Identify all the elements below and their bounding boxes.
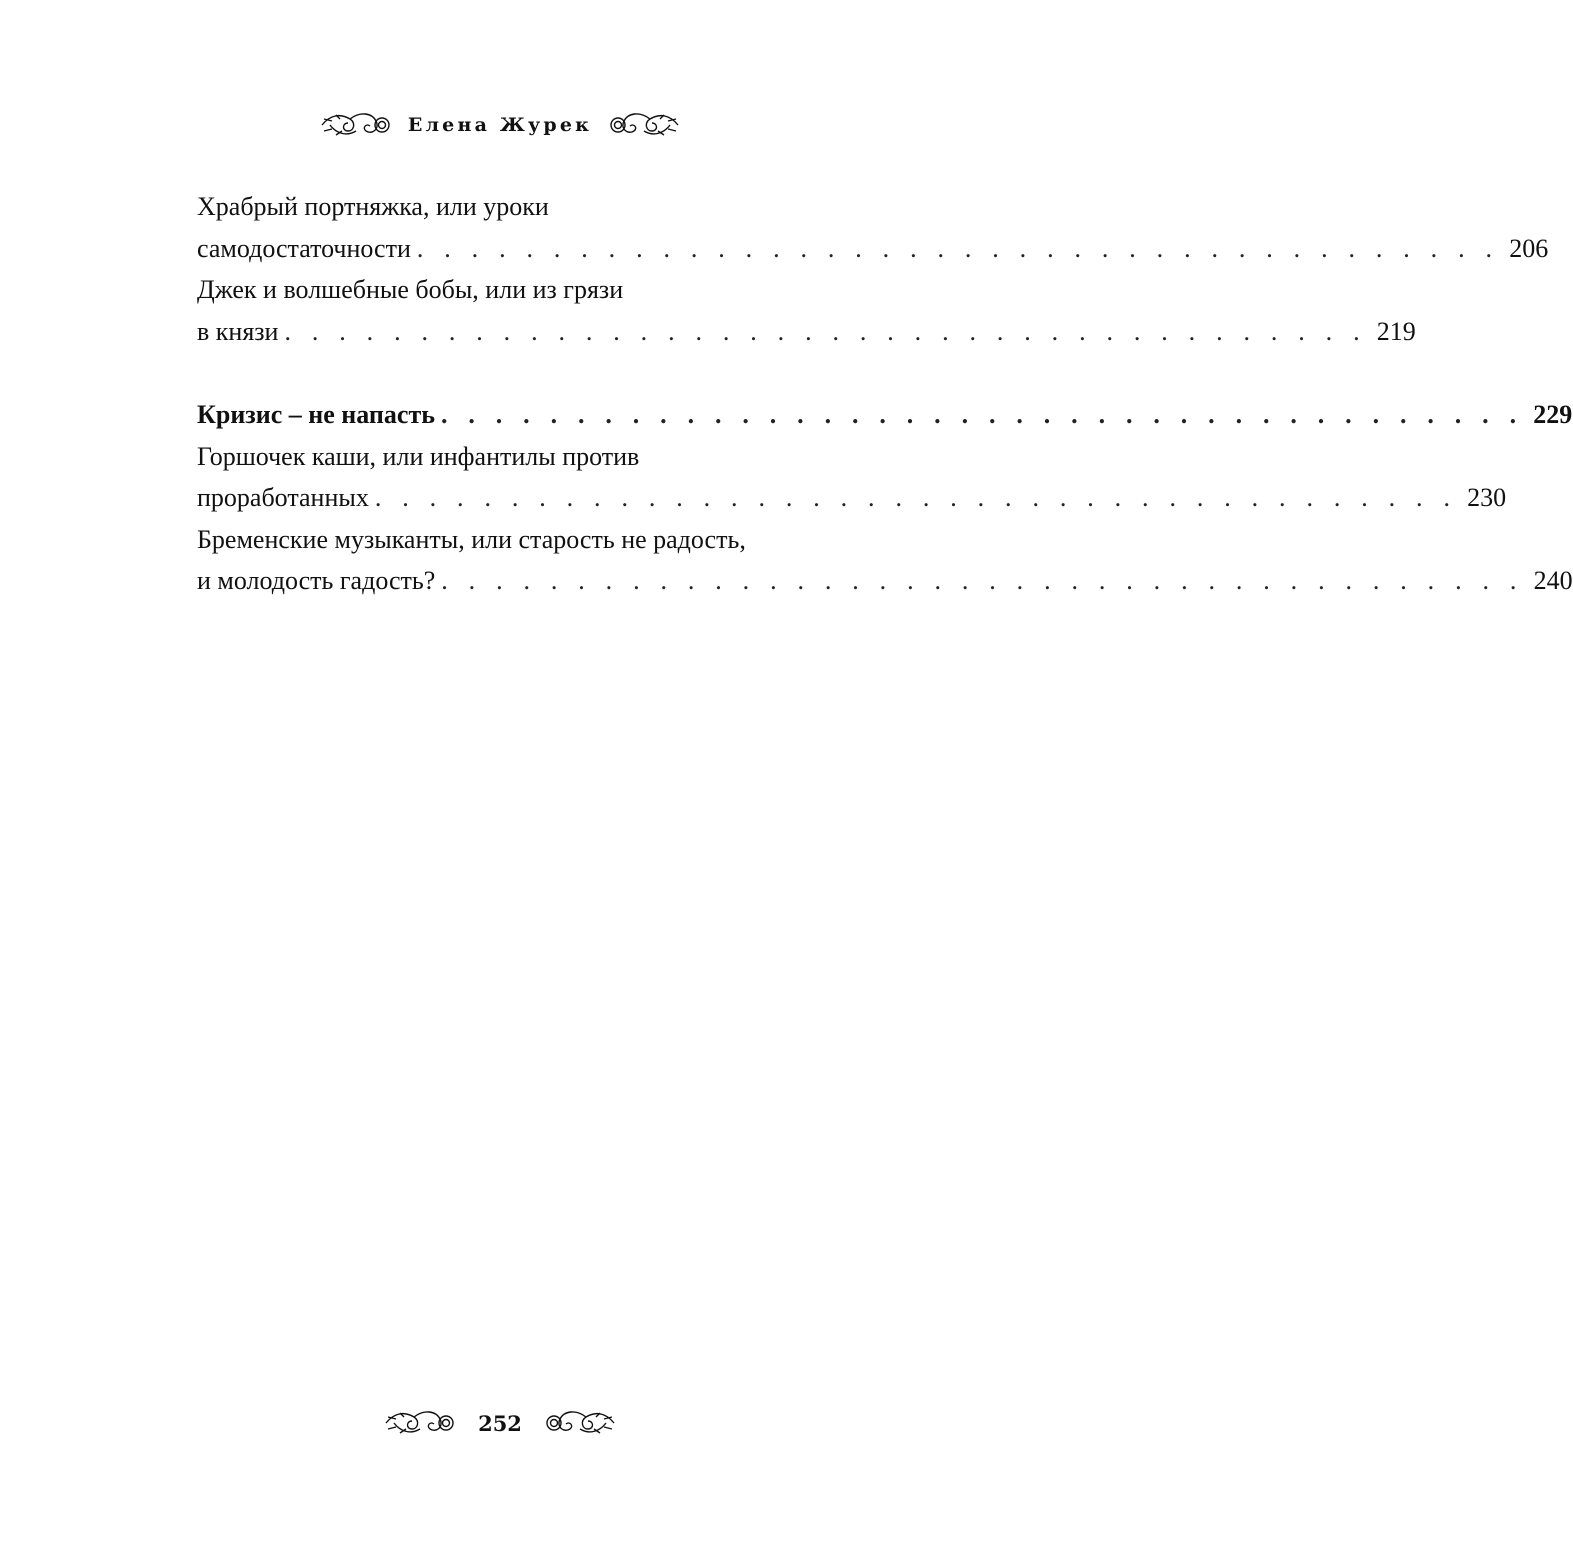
toc-entry-line: Джек и волшебные бобы, или из грязи [197, 275, 624, 304]
toc-entry-title: Кризис – не напасть [197, 400, 435, 429]
dot-leader: . . . . . . . . . . . . . . . . . . . . . . . . . . . . . . . . . . . . . . . . [441, 566, 1524, 595]
dot-leader: . . . . . . . . . . . . . . . . . . . . . . . . . . . . . . . . . . . . . . . . [440, 400, 1524, 429]
table-of-contents [197, 186, 1573, 602]
toc-page-number: 230 [1467, 483, 1507, 512]
toc-page-number: 240 [1533, 566, 1573, 595]
dot-leader: . . . . . . . . . . . . . . . . . . . . . . . . . . . . . . . . . . . . . . . . [416, 233, 1500, 263]
right-ornament-icon [540, 1405, 616, 1441]
author-name: Елена Журек [407, 114, 593, 136]
page-number: 252 [478, 1410, 522, 1436]
toc-page-number: 229 [1533, 400, 1573, 429]
toc-entry-title: самодостаточности [197, 233, 411, 263]
toc-section-heading[interactable] [197, 394, 1573, 436]
left-ornament-icon [320, 107, 396, 143]
toc-entry[interactable] [197, 477, 1507, 519]
toc-entry-line: Горшочек каши, или инфантилы против [197, 441, 640, 471]
section-gap [197, 352, 855, 394]
dot-leader: . . . . . . . . . . . . . . . . . . . . . . . . . . . . . . . . . . . . . . . . [284, 316, 1367, 346]
toc-entry-title: в князи [197, 316, 279, 346]
running-header [0, 100, 1000, 150]
dot-leader: . . . . . . . . . . . . . . . . . . . . . . . . . . . . . . . . . . . . . . . . [374, 483, 1458, 512]
toc-entry[interactable] [197, 228, 1549, 270]
toc-entry[interactable] [197, 560, 1573, 602]
toc-entry-title: проработанных [197, 483, 369, 512]
right-ornament-icon [604, 107, 680, 143]
toc-page-number: 219 [1376, 316, 1416, 346]
toc-entry-line: Бременские музыканты, или старость не радость, [197, 524, 746, 554]
toc-entry[interactable] [197, 311, 1416, 353]
toc-page-number: 206 [1509, 233, 1549, 263]
toc-entry-title: и молодость гадость? [197, 566, 436, 595]
toc-entry-line: Храбрый портняжка, или уроки [197, 192, 549, 221]
running-footer [0, 1401, 1000, 1445]
left-ornament-icon [384, 1405, 460, 1441]
